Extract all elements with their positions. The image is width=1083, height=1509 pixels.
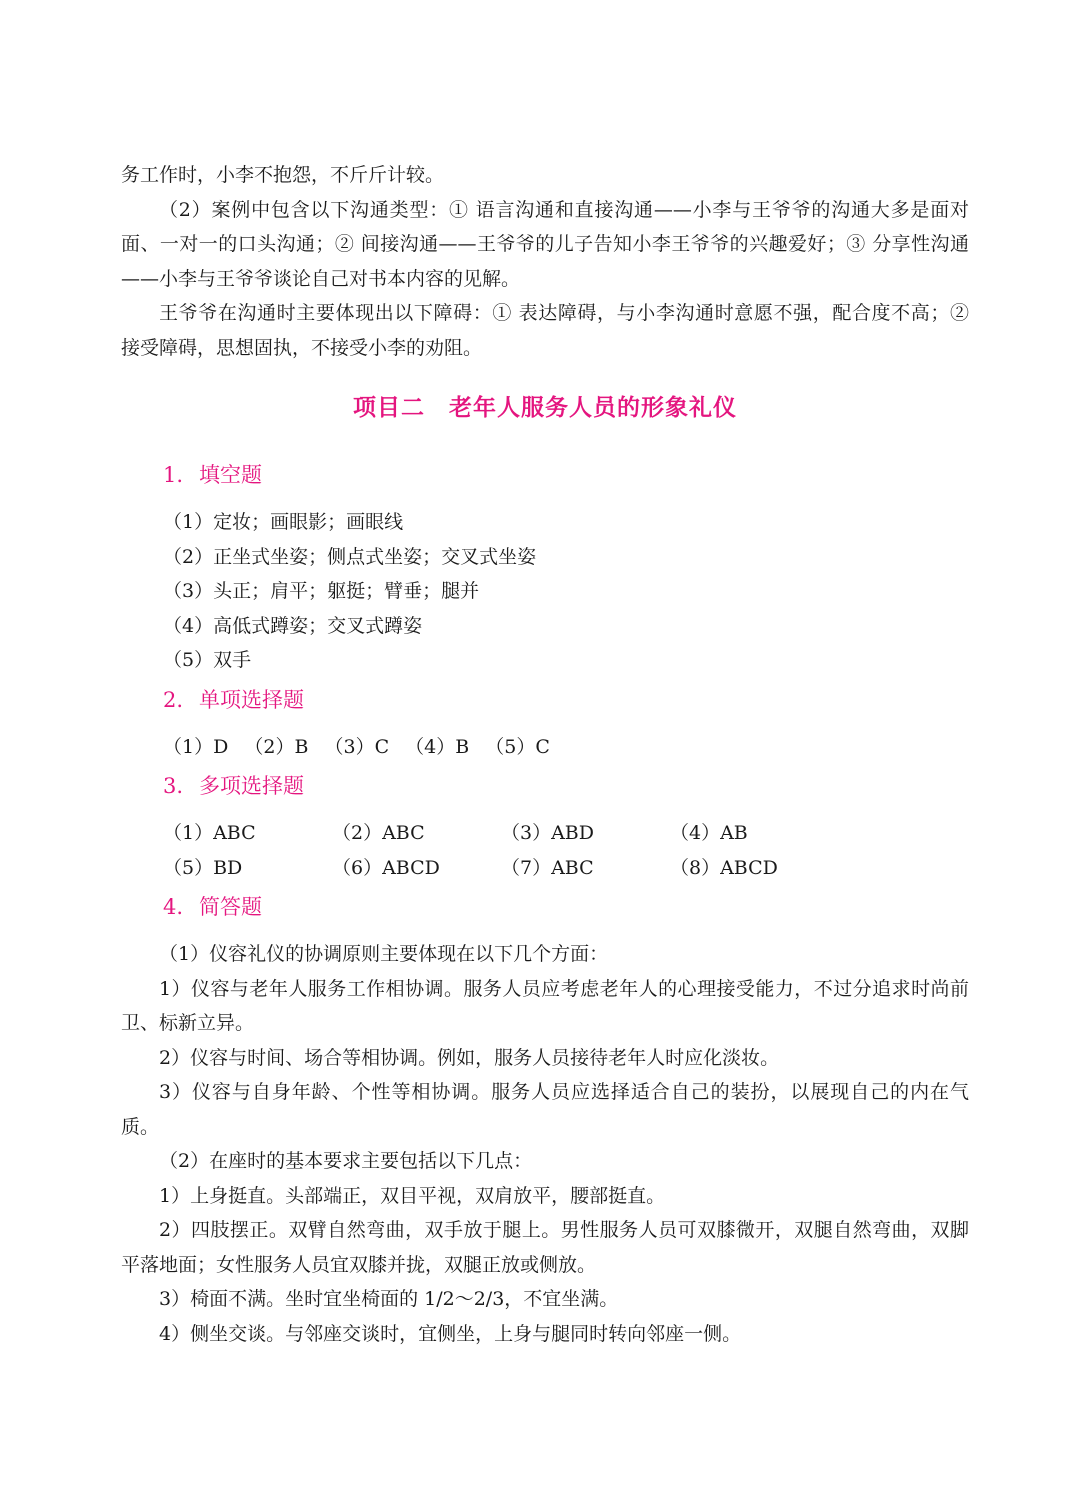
short-answer-paragraph: 2）四肢摆正。双臂自然弯曲，双手放于腿上。男性服务人员可双膝微开，双腿自然弯曲，双脚平落地面；女性服务人员宜双膝并拢，双腿正放或侧放。 [121,1219,969,1276]
multi-answer: （8）ABCD [670,856,778,879]
single-answers [121,730,969,765]
intro-paragraph: 王爷爷在沟通时主要体现出以下障碍：① 表达障碍，与小李沟通时意愿不强，配合度不高；② 接受障碍，思想固执，不接受小李的劝阻。 [121,302,969,359]
section-title: 单项选择题 [199,687,305,712]
multi-answer: （6）ABCD [332,856,440,879]
multi-answer: （4）AB [670,822,748,844]
short-answer-paragraph: （2）在座时的基本要求主要包括以下几点： [159,1150,533,1172]
section-number: 1. [163,463,184,487]
project-title: 项目二 老年人服务人员的形象礼仪 [353,394,737,421]
short-answer-paragraph: 3）椅面不满。坐时宜坐椅面的 1/2～2/3，不宜坐满。 [159,1288,619,1310]
multi-answer: （5）BD [163,856,243,879]
short-answer-paragraph: （1）仪容礼仪的协调原则主要体现在以下几个方面： [159,943,609,965]
fill-answer: （2）正坐式坐姿；侧点式坐姿；交叉式坐姿 [163,545,537,568]
section-heading-fill [121,457,969,493]
multi-answer-row [121,816,969,851]
section-number: 4. [163,895,184,919]
fill-answer: （3）头正；肩平；躯挺；臂垂；腿并 [163,580,480,602]
section-title: 简答题 [199,895,263,919]
short-answer-paragraph: 3）仪容与自身年龄、个性等相协调。服务人员应选择适合自己的装扮，以展现自己的内在气质。 [121,1081,969,1138]
section-title: 多项选择题 [199,774,305,798]
intro-paragraph: （2）案例中包含以下沟通类型：① 语言沟通和直接沟通——小李与王爷爷的沟通大多是面对面、一对一的口头沟通；② 间接沟通——王爷爷的儿子告知小李王爷爷的兴趣爱好；③ 分享性沟通——小李与王爷爷谈论自己对书本内容的见解。 [121,198,969,290]
short-answer-paragraph: 4）侧坐交谈。与邻座交谈时，宜侧坐，上身与腿同时转向邻座一侧。 [159,1322,742,1345]
single-answer: （2）B [244,735,309,758]
fill-answer: （4）高低式蹲姿；交叉式蹲姿 [163,614,423,637]
section-heading-short [121,889,969,925]
document-page [121,158,969,1351]
single-answer: （3）C [324,735,390,758]
fill-answer: （1）定妆；画眼影；画眼线 [163,511,404,533]
multi-answer: （1）ABC [163,822,256,844]
section-heading-single [121,682,969,718]
multi-answer: （2）ABC [332,822,425,844]
section-title: 填空题 [199,463,263,487]
section-number: 2. [163,687,184,712]
fill-answer: （5）双手 [163,649,252,671]
single-answer: （1）D [163,735,229,758]
section-heading-multi [121,768,969,804]
multi-answer: （3）ABD [501,822,595,844]
multi-answer: （7）ABC [501,856,594,879]
section-number: 3. [163,774,184,798]
short-answer-paragraph: 2）仪容与时间、场合等相协调。例如，服务人员接待老年人时应化淡妆。 [159,1046,780,1069]
intro-paragraph: 务工作时，小李不抱怨，不斤斤计较。 [121,164,445,186]
short-answer-paragraph: 1）上身挺直。头部端正，双目平视，双肩放平，腰部挺直。 [159,1184,666,1207]
short-answer-paragraph: 1）仪容与老年人服务工作相协调。服务人员应考虑老年人的心理接受能力，不过分追求时尚前卫、标新立异。 [121,977,969,1034]
single-answer: （4）B [405,735,470,758]
single-answer: （5）C [485,735,550,758]
multi-answer-row [121,851,969,886]
